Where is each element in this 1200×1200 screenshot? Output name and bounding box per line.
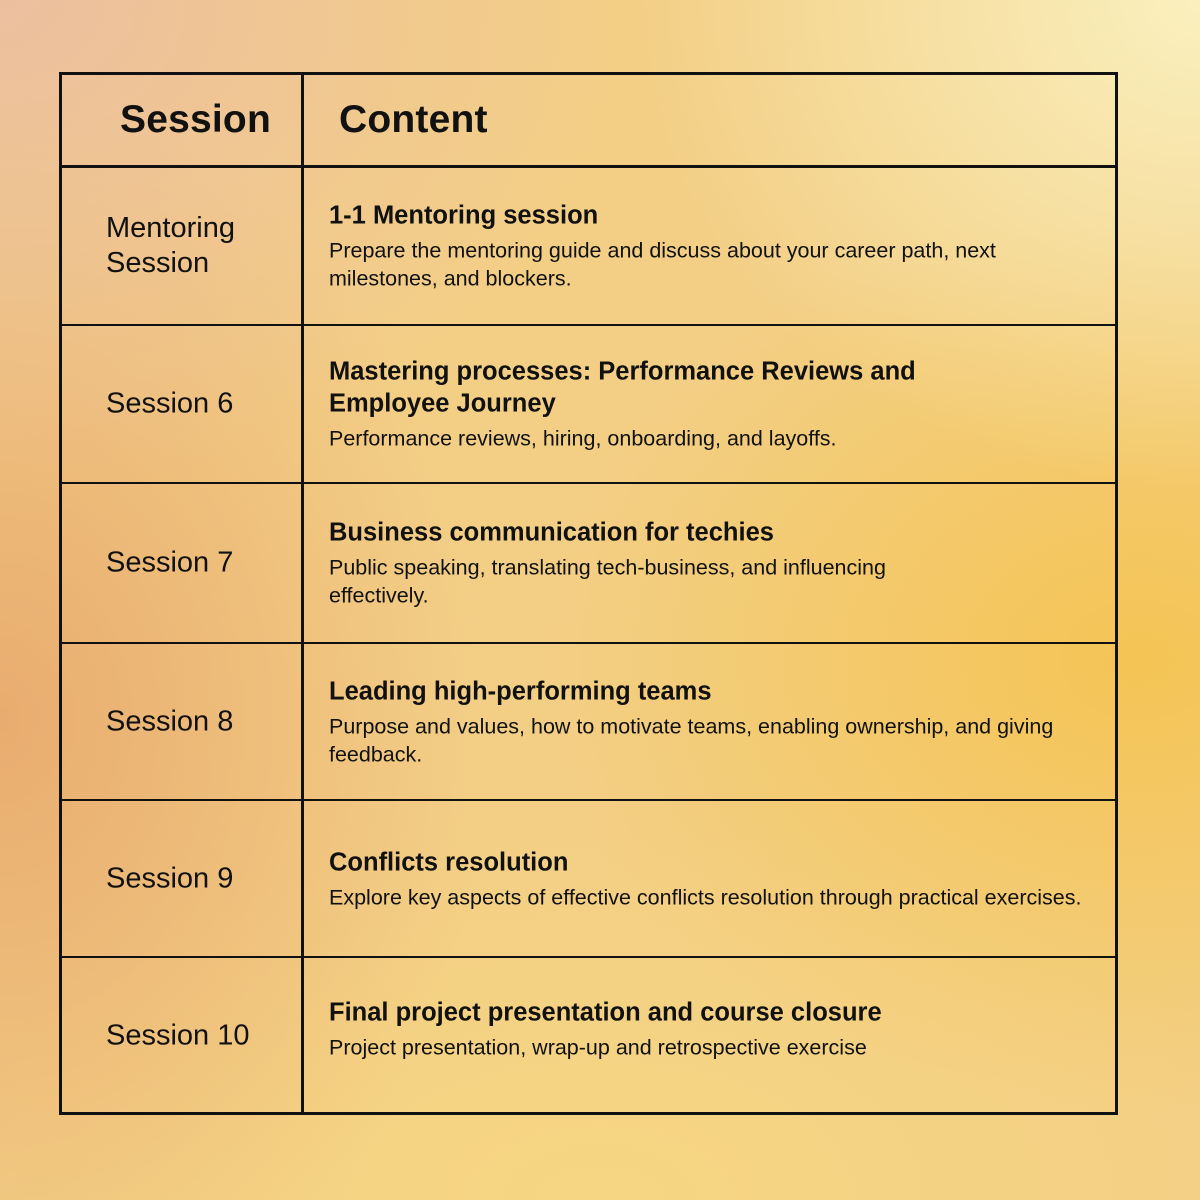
session-label: Session 8 bbox=[106, 705, 234, 737]
session-label: Mentoring Session bbox=[106, 212, 235, 279]
content-description: Performance reviews, hiring, onboarding, and layoffs. bbox=[329, 426, 837, 451]
table-row-session-cell bbox=[62, 958, 304, 1113]
table-row-session-cell bbox=[62, 484, 304, 644]
content-block bbox=[329, 517, 985, 610]
content-description: Project presentation, wrap-up and retrospective exercise bbox=[329, 1035, 867, 1060]
content-description: Purpose and values, how to motivate teams, enabling ownership, and giving feedback. bbox=[329, 714, 1054, 766]
table-row-content-cell bbox=[304, 801, 1115, 958]
header-session-cell bbox=[62, 75, 304, 168]
content-description: Prepare the mentoring guide and discuss about your career path, next milestones, and blockers. bbox=[329, 238, 996, 291]
content-block bbox=[329, 846, 1095, 911]
header-content: Content bbox=[339, 98, 488, 141]
content-description: Explore key aspects of effective conflicts resolution through practical exercises. bbox=[329, 885, 1082, 909]
table-row-session-cell bbox=[62, 801, 304, 958]
table-row-session-cell bbox=[62, 326, 304, 484]
table-row-content-cell bbox=[304, 168, 1115, 326]
table-row-content-cell bbox=[304, 484, 1115, 644]
table-row-content-cell bbox=[304, 644, 1115, 801]
header-session: Session bbox=[120, 98, 271, 141]
content-description: Public speaking, translating tech-business, and influencing effectively. bbox=[329, 555, 886, 608]
session-label: Session 9 bbox=[106, 862, 234, 894]
content-block bbox=[329, 356, 995, 453]
session-label: Session 10 bbox=[106, 1019, 250, 1051]
table-row-content-cell bbox=[304, 326, 1115, 484]
table-row-content-cell bbox=[304, 958, 1115, 1113]
content-title: 1-1 Mentoring session bbox=[329, 201, 599, 230]
session-table bbox=[59, 72, 1118, 1115]
content-title: Conflicts resolution bbox=[329, 848, 569, 876]
session-label: Session 6 bbox=[106, 387, 234, 420]
content-block bbox=[329, 200, 1085, 293]
header-content-cell bbox=[304, 75, 1115, 168]
content-title: Leading high-performing teams bbox=[329, 677, 712, 705]
content-title: Final project presentation and course closure bbox=[329, 998, 882, 1027]
content-title: Business communication for techies bbox=[329, 518, 774, 547]
table-row-session-cell bbox=[62, 168, 304, 326]
content-block bbox=[329, 997, 1085, 1062]
session-label: Session 7 bbox=[106, 546, 234, 579]
table-row-session-cell bbox=[62, 644, 304, 801]
content-block bbox=[329, 675, 1085, 768]
content-title: Mastering processes: Performance Reviews and Employee Journey bbox=[329, 357, 916, 418]
